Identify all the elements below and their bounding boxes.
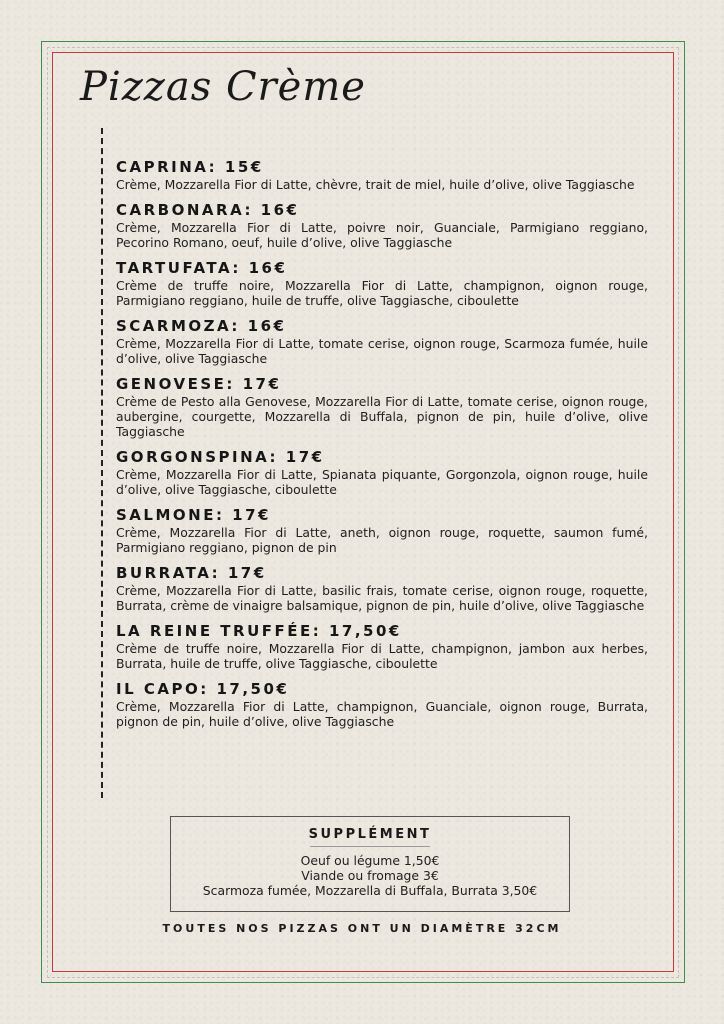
pizza-description: Crème, Mozzarella Fior di Latte, champignon, Guanciale, oignon rouge, Burrata, pignon de pin, huile d’olive, olive Taggiasche <box>116 699 648 729</box>
supplement-box <box>170 816 570 912</box>
decorative-vertical-line <box>101 128 103 798</box>
pizza-description: Crème, Mozzarella Fior di Latte, chèvre, trait de miel, huile d’olive, olive Taggiasche <box>116 177 635 192</box>
pizza-name: BURRATA: 17€ <box>116 564 267 582</box>
pizza-description: Crème, Mozzarella Fior di Latte, Spianata piquante, Gorgonzola, oignon rouge, huile d’olive, olive Taggiasche, ciboulette <box>116 467 648 497</box>
list-item <box>116 201 648 250</box>
list-item <box>116 680 648 729</box>
pizza-name: SCARMOZA: 16€ <box>116 317 287 335</box>
pizza-name: CAPRINA: 15€ <box>116 158 264 176</box>
pizza-name: CARBONARA: 16€ <box>116 201 300 219</box>
size-note: TOUTES NOS PIZZAS ONT UN DIAMÈTRE 32CM <box>162 922 562 935</box>
list-item <box>116 564 648 613</box>
supplement-divider <box>310 846 430 847</box>
pizza-description: Crème, Mozzarella Fior di Latte, tomate cerise, oignon rouge, Scarmoza fumée, huile d’olive, olive Taggiasche <box>116 336 648 366</box>
pizza-description: Crème, Mozzarella Fior di Latte, aneth, oignon rouge, roquette, saumon fumé, Parmigiano reggiano, pignon de pin <box>116 525 648 555</box>
pizza-name: IL CAPO: 17,50€ <box>116 680 290 698</box>
pizza-name: SALMONE: 17€ <box>116 506 271 524</box>
pizza-description: Crème, Mozzarella Fior di Latte, basilic frais, tomate cerise, oignon rouge, roquette, Burrata, crème de vinaigre balsamique, pignon de pin, huile d’olive, olive Taggiasche <box>116 583 648 613</box>
supplement-line: Scarmoza fumée, Mozzarella di Buffala, Burrata 3,50€ <box>202 883 538 898</box>
pizza-name: GORGONSPINA: 17€ <box>116 448 325 466</box>
pizza-name: TARTUFATA: 16€ <box>116 259 288 277</box>
list-item <box>116 158 648 192</box>
list-item <box>116 317 648 366</box>
list-item <box>116 259 648 308</box>
supplement-line: Oeuf ou légume 1,50€ <box>300 853 440 868</box>
list-item <box>116 375 648 439</box>
list-item <box>116 506 648 555</box>
pizza-name: LA REINE TRUFFÉE: 17,50€ <box>116 622 402 640</box>
pizza-name: GENOVESE: 17€ <box>116 375 282 393</box>
pizza-description: Crème de truffe noire, Mozzarella Fior di Latte, champignon, oignon rouge, Parmigiano reggiano, huile de truffe, olive Taggiasche, ciboulette <box>116 278 648 308</box>
pizza-description: Crème de truffe noire, Mozzarella Fior di Latte, champignon, jambon aux herbes, Burrata, huile de truffe, olive Taggiasche, ciboulette <box>116 641 648 671</box>
pizza-description: Crème de Pesto alla Genovese, Mozzarella Fior di Latte, tomate cerise, oignon rouge, aubergine, courgette, Mozzarella di Buffala, pignon de pin, huile d’olive, olive Taggiasche <box>116 394 648 439</box>
pizza-list <box>116 158 648 738</box>
pizza-description: Crème, Mozzarella Fior di Latte, poivre noir, Guanciale, Parmigiano reggiano, Pecorino Romano, oeuf, huile d’olive, olive Taggiasche <box>116 220 648 250</box>
page-title: Pizzas Crème <box>80 64 366 110</box>
supplement-line: Viande ou fromage 3€ <box>301 868 439 883</box>
supplement-title: SUPPLÉMENT <box>308 827 432 842</box>
list-item <box>116 622 648 671</box>
list-item <box>116 448 648 497</box>
